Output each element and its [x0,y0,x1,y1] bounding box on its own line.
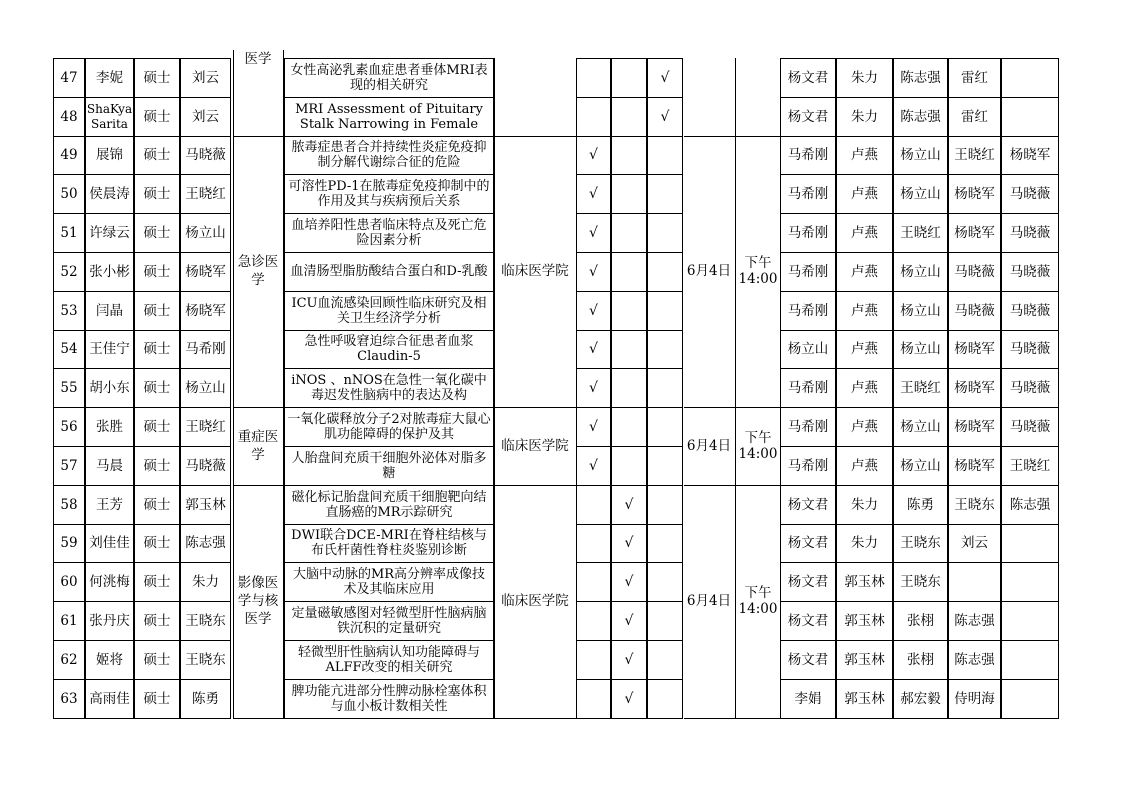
major-group-separator [233,136,284,137]
committee-member-cell: 马希刚 [780,252,836,292]
checkmark: √ [576,213,611,253]
date-group-separator [684,407,735,408]
checkmark: √ [611,562,647,602]
committee-member-cell: 马希刚 [780,291,836,331]
committee-member-cell: 王晓东 [893,562,948,602]
row-number-cell: 58 [53,485,85,525]
degree-cell: 硕士 [134,330,180,370]
student-name-cell: 王佳宁 [85,330,134,370]
major-column-left-rule [233,50,234,719]
review-check-cell [611,97,647,137]
row-number-cell: 57 [53,446,85,486]
review-check-cell [576,524,611,564]
date-group-cell: 6月4日 [686,437,732,454]
thesis-title-cell: 一氧化碳释放分子2对脓毒症大鼠心肌功能障碍的保护及其 [284,407,494,447]
committee-member-cell: 马晓薇 [948,252,1001,292]
committee-member-cell [948,562,1001,602]
degree-cell: 硕士 [134,252,180,292]
advisor-cell: 杨晓军 [180,291,231,331]
review-check-cell [576,601,611,641]
checkmark: √ [611,640,647,680]
review-check-cell [647,368,683,408]
committee-member-cell: 卢燕 [836,291,893,331]
student-name-cell: 展锦 [85,136,134,176]
college-group-separator [494,136,576,137]
committee-member-cell: 杨文君 [780,97,836,137]
review-check-cell [647,640,683,680]
student-name-cell: 刘佳佳 [85,524,134,564]
thesis-title-cell: 磁化标记胎盘间充质干细胞靶向结直肠癌的MR示踪研究 [284,485,494,525]
time-group-cell: 下午 14:00 [738,429,778,462]
committee-member-cell: 杨立山 [893,174,948,214]
degree-cell: 硕士 [134,485,180,525]
time-group-separator [735,136,780,137]
committee-member-cell: 杨文君 [780,601,836,641]
student-name-cell: ShaKya Sarita [85,97,134,137]
review-check-cell [576,97,611,137]
thesis-title-cell: iNOS 、nNOS在急性一氧化碳中毒迟发性脑病中的表达及构 [284,368,494,408]
committee-member-cell: 陈志强 [893,58,948,98]
committee-member-cell [1001,562,1059,602]
committee-member-cell: 郭玉林 [836,562,893,602]
degree-cell: 硕士 [134,679,180,719]
committee-member-cell: 卢燕 [836,446,893,486]
committee-member-cell [1001,679,1059,719]
committee-member-cell: 杨晓军 [948,368,1001,408]
college-group-separator [494,407,576,408]
major-group-separator [233,485,284,486]
committee-member-cell [1001,524,1059,564]
committee-member-cell: 杨文君 [780,562,836,602]
thesis-title-cell: 定量磁敏感图对轻微型肝性脑病脑铁沉积的定量研究 [284,601,494,641]
committee-member-cell: 卢燕 [836,368,893,408]
degree-cell: 硕士 [134,524,180,564]
major-group-separator [233,407,284,408]
thesis-title-cell: MRI Assessment of Pituitary Stalk Narrowing in Female [284,97,494,137]
row-number-cell: 49 [53,136,85,176]
time-group-separator [735,485,780,486]
row-number-cell: 55 [53,368,85,408]
review-check-cell [611,58,647,98]
time-group-cell: 下午 14:00 [738,255,778,288]
committee-member-cell: 卢燕 [836,252,893,292]
committee-member-cell: 郭玉林 [836,601,893,641]
row-number-cell: 47 [53,58,85,98]
thesis-title-cell: 大脑中动脉的MR高分辨率成像技术及其临床应用 [284,562,494,602]
committee-member-cell: 马希刚 [780,213,836,253]
committee-member-cell: 朱力 [836,485,893,525]
student-name-cell: 张小彬 [85,252,134,292]
committee-member-cell: 陈志强 [948,601,1001,641]
committee-member-cell: 张栩 [893,601,948,641]
advisor-cell: 陈勇 [180,679,231,719]
committee-member-cell: 杨立山 [893,407,948,447]
student-name-cell: 胡小东 [85,368,134,408]
advisor-cell: 郭玉林 [180,485,231,525]
thesis-title-cell: 轻微型肝性脑病认知功能障碍与ALFF改变的相关研究 [284,640,494,680]
student-name-cell: 姬将 [85,640,134,680]
committee-member-cell [1001,58,1059,98]
advisor-cell: 朱力 [180,562,231,602]
committee-member-cell: 王晓红 [948,136,1001,176]
degree-cell: 硕士 [134,407,180,447]
committee-member-cell [1001,601,1059,641]
advisor-cell: 杨立山 [180,213,231,253]
thesis-title-cell: 血清肠型脂肪酸结合蛋白和D-乳酸 [284,252,494,292]
row-number-cell: 56 [53,407,85,447]
review-check-cell [611,213,647,253]
committee-member-cell: 杨晓军 [948,213,1001,253]
major-group-cell: 重症医学 [237,428,279,463]
student-name-cell: 侯晨涛 [85,174,134,214]
committee-member-cell: 陈志强 [948,640,1001,680]
committee-member-cell: 陈勇 [893,485,948,525]
review-check-cell [611,368,647,408]
committee-member-cell: 杨晓军 [948,174,1001,214]
review-check-cell [611,174,647,214]
checkmark: √ [611,601,647,641]
committee-member-cell: 杨文君 [780,524,836,564]
review-check-cell [576,58,611,98]
major-group-separator [233,718,284,719]
thesis-title-cell: 人胎盘间充质干细胞外泌体对脂多糖 [284,446,494,486]
review-check-cell [611,136,647,176]
review-check-cell [647,446,683,486]
advisor-cell: 刘云 [180,58,231,98]
committee-member-cell: 陈志强 [893,97,948,137]
checkmark: √ [576,252,611,292]
student-name-cell: 高雨佳 [85,679,134,719]
thesis-title-cell: 可溶性PD-1在脓毒症免疫抑制中的作用及其与疾病预后关系 [284,174,494,214]
date-group-cell [684,50,734,136]
thesis-title-cell: 血培养阳性患者临床特点及死亡危险因素分析 [284,213,494,253]
checkmark: √ [576,291,611,331]
committee-member-cell: 朱力 [836,97,893,137]
review-check-cell [576,485,611,525]
checkmark: √ [576,330,611,370]
student-name-cell: 李妮 [85,58,134,98]
review-check-cell [611,330,647,370]
degree-cell: 硕士 [134,97,180,137]
college-group-cell [495,50,575,136]
committee-member-cell: 郝宏毅 [893,679,948,719]
committee-member-cell: 侍明海 [948,679,1001,719]
review-check-cell [611,407,647,447]
committee-member-cell: 王晓东 [948,485,1001,525]
committee-member-cell: 马希刚 [780,136,836,176]
row-number-cell: 59 [53,524,85,564]
checkmark: √ [576,446,611,486]
committee-member-cell: 杨文君 [780,58,836,98]
review-check-cell [647,485,683,525]
checkmark: √ [576,368,611,408]
review-check-cell [647,407,683,447]
date-group-cell: 6月4日 [686,593,732,610]
committee-member-cell: 马希刚 [780,407,836,447]
review-check-cell [647,524,683,564]
college-group-cell: 临床医学院 [501,593,569,610]
committee-member-cell: 卢燕 [836,213,893,253]
review-check-cell [576,640,611,680]
committee-member-cell: 杨晓军 [948,446,1001,486]
committee-member-cell: 王晓红 [893,368,948,408]
time-group-separator [735,718,780,719]
review-check-cell [647,213,683,253]
advisor-cell: 马晓薇 [180,446,231,486]
committee-member-cell: 卢燕 [836,136,893,176]
committee-member-cell: 马晓薇 [1001,174,1059,214]
committee-member-cell: 马晓薇 [1001,213,1059,253]
checkmark: √ [611,485,647,525]
committee-member-cell: 马希刚 [780,174,836,214]
row-number-cell: 52 [53,252,85,292]
committee-member-cell: 朱力 [836,524,893,564]
row-number-cell: 61 [53,601,85,641]
thesis-title-cell: 急性呼吸窘迫综合征患者血浆Claudin-5 [284,330,494,370]
committee-member-cell: 王晓东 [893,524,948,564]
thesis-title-cell: DWI联合DCE-MRI在脊柱结核与布氏杆菌性脊柱炎鉴别诊断 [284,524,494,564]
advisor-cell: 王晓东 [180,640,231,680]
review-check-cell [576,562,611,602]
degree-cell: 硕士 [134,174,180,214]
major-group-cell: 医学 [244,51,272,67]
review-check-cell [647,679,683,719]
committee-member-cell: 张栩 [893,640,948,680]
degree-cell: 硕士 [134,58,180,98]
review-check-cell [647,562,683,602]
row-number-cell: 50 [53,174,85,214]
degree-cell: 硕士 [134,446,180,486]
time-group-cell [736,50,780,136]
date-group-separator [684,718,735,719]
advisor-cell: 杨立山 [180,368,231,408]
advisor-cell: 马晓薇 [180,136,231,176]
review-check-cell [611,291,647,331]
student-name-cell: 许绿云 [85,213,134,253]
committee-member-cell: 刘云 [948,524,1001,564]
review-check-cell [647,252,683,292]
committee-member-cell: 马希刚 [780,368,836,408]
time-column-left-rule [735,58,736,719]
checkmark: √ [611,524,647,564]
student-name-cell: 何洮梅 [85,562,134,602]
checkmark: √ [647,97,683,137]
row-number-cell: 60 [53,562,85,602]
committee-member-cell: 卢燕 [836,407,893,447]
degree-cell: 硕士 [134,640,180,680]
student-name-cell: 闫晶 [85,291,134,331]
committee-member-cell: 马晓薇 [1001,252,1059,292]
committee-member-cell: 马晓薇 [948,291,1001,331]
advisor-cell: 杨晓军 [180,252,231,292]
thesis-title-cell: 脓毒症患者合并持续性炎症免疫抑制分解代谢综合征的危险 [284,136,494,176]
time-group-cell: 下午 14:00 [738,585,778,618]
committee-member-cell: 卢燕 [836,174,893,214]
committee-member-cell: 朱力 [836,58,893,98]
committee-member-cell: 雷红 [948,58,1001,98]
date-group-separator [684,136,735,137]
committee-member-cell: 杨文君 [780,640,836,680]
committee-member-cell: 马晓薇 [1001,291,1059,331]
row-number-cell: 54 [53,330,85,370]
committee-member-cell: 马晓薇 [1001,330,1059,370]
committee-member-cell [1001,97,1059,137]
checkmark: √ [576,136,611,176]
advisor-cell: 马希刚 [180,330,231,370]
committee-member-cell: 杨晓军 [948,407,1001,447]
row-number-cell: 51 [53,213,85,253]
advisor-cell: 刘云 [180,97,231,137]
advisor-cell: 王晓东 [180,601,231,641]
advisor-cell: 王晓红 [180,407,231,447]
committee-member-cell: 马晓薇 [1001,407,1059,447]
committee-member-cell: 杨晓军 [1001,136,1059,176]
committee-member-cell: 王晓红 [1001,446,1059,486]
committee-member-cell: 杨晓军 [948,330,1001,370]
review-check-cell [611,446,647,486]
major-column-right-rule [283,50,284,719]
committee-member-cell: 陈志强 [1001,485,1059,525]
college-column-left-rule [494,58,495,719]
college-group-separator [494,718,576,719]
row-number-cell: 53 [53,291,85,331]
thesis-title-cell: 女性高泌乳素血症患者垂体MRI表现的相关研究 [284,58,494,98]
committee-member-cell: 杨立山 [780,330,836,370]
row-number-cell: 48 [53,97,85,137]
committee-member-cell: 卢燕 [836,330,893,370]
degree-cell: 硕士 [134,291,180,331]
committee-member-cell [1001,640,1059,680]
checkmark: √ [576,174,611,214]
committee-member-cell: 杨文君 [780,485,836,525]
student-name-cell: 马晨 [85,446,134,486]
time-group-separator [735,407,780,408]
degree-cell: 硕士 [134,601,180,641]
committee-member-cell: 马晓薇 [1001,368,1059,408]
degree-cell: 硕士 [134,368,180,408]
advisor-cell: 陈志强 [180,524,231,564]
thesis-title-cell: ICU血流感染回顾性临床研究及相关卫生经济学分析 [284,291,494,331]
college-group-cell: 临床医学院 [501,437,569,454]
committee-member-cell: 马希刚 [780,446,836,486]
row-number-cell: 62 [53,640,85,680]
review-check-cell [647,136,683,176]
committee-member-cell: 杨立山 [893,252,948,292]
review-check-cell [647,174,683,214]
committee-member-cell: 王晓红 [893,213,948,253]
degree-cell: 硕士 [134,136,180,176]
review-check-cell [647,291,683,331]
committee-member-cell: 杨立山 [893,136,948,176]
college-group-cell: 临床医学院 [501,263,569,280]
degree-cell: 硕士 [134,562,180,602]
committee-member-cell: 杨立山 [893,446,948,486]
advisor-cell: 王晓红 [180,174,231,214]
committee-member-cell: 郭玉林 [836,679,893,719]
committee-member-cell: 郭玉林 [836,640,893,680]
committee-member-cell: 杨立山 [893,291,948,331]
committee-member-cell: 李娟 [780,679,836,719]
review-check-cell [647,601,683,641]
student-name-cell: 王芳 [85,485,134,525]
student-name-cell: 张胜 [85,407,134,447]
checkmark: √ [611,679,647,719]
major-group-cell: 影像医学与核医学 [237,575,279,628]
checkmark: √ [576,407,611,447]
committee-member-cell: 雷红 [948,97,1001,137]
degree-cell: 硕士 [134,213,180,253]
date-group-cell: 6月4日 [686,263,732,280]
review-check-cell [576,679,611,719]
row-number-cell: 63 [53,679,85,719]
date-group-separator [684,485,735,486]
thesis-title-cell: 脾功能亢进部分性脾动脉栓塞体积与血小板计数相关性 [284,679,494,719]
student-name-cell: 张丹庆 [85,601,134,641]
major-group-cell: 急诊医学 [237,254,279,289]
committee-member-cell: 杨立山 [893,330,948,370]
review-check-cell [647,330,683,370]
review-check-cell [611,252,647,292]
college-group-separator [494,485,576,486]
checkmark: √ [647,58,683,98]
